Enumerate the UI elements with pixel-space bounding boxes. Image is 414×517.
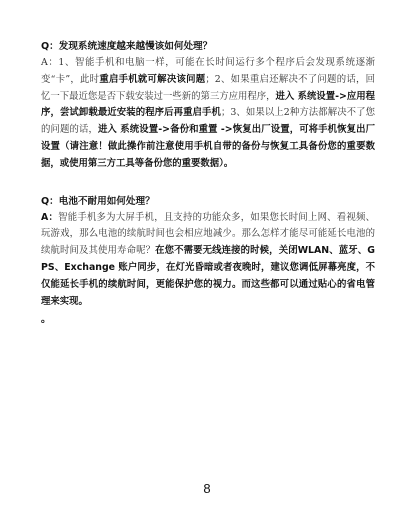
answer-1-segment-bold: 进入 系统设置->应用程序，尝试卸载最近安装的程序后再重启手机 [41,90,375,119]
answer-2-segment-bold: 在您不需要无线连接的时候，关闭WLAN、蓝牙、GPS、Exchange 账户同步，在灯光昏暗或者夜晚时，建议您调低屏幕亮度，不仅能延长手机的续航时间，更能保护您的视力。而这些都可以通过贴心的省电管理来实现。 [41,245,375,307]
answer-2-segment: 智能手机多为大屏手机，且支持的功能众多，如果您长时间上网、看视频、玩游戏，那么电池的续航时间也会相应地减少。那么怎样才能尽可能延长电池的续航时间及其使用寿命呢？ [41,211,375,257]
answer-1-segment-bold: 进入 系统设置->备份和重置 ->恢复出厂设置，可将手机恢复出厂设置（请注意！做此操作前注意使用手机自带的备份与恢复工具备份您的重要数据，或使用第三方工具等备份您的重要数据）。 [41,124,375,169]
section-gap [41,173,375,195]
answer-1-segment: ；3、如果以上2种方法都解决不了您的问题的话， [41,107,375,136]
answer-2-segment-bold: A： [41,211,59,223]
faq-question-2: Q：电池不耐用如何处理？ [41,195,155,207]
answer-1-segment: A：1、智能手机和电脑一样，可能在长时间运行多个程序后会发现系统逐渐变“卡”，此时 [41,57,375,85]
answer-1-segment-bold: 重启手机就可解决该问题 [99,73,206,85]
faq-answer-2 [41,210,375,311]
faq-content [41,40,375,326]
faq-answer-1 [41,55,375,173]
faq-question-1: Q：发现系统速度越来越慢该如何处理？ [41,41,213,52]
page-number: 8 [203,481,211,496]
trailing-mark: 。 [41,314,51,326]
answer-1-segment: ；2、如果重启还解决不了问题的话，回忆一下最近您是否下载安装过一些新的第三方应用程序， [41,73,375,102]
